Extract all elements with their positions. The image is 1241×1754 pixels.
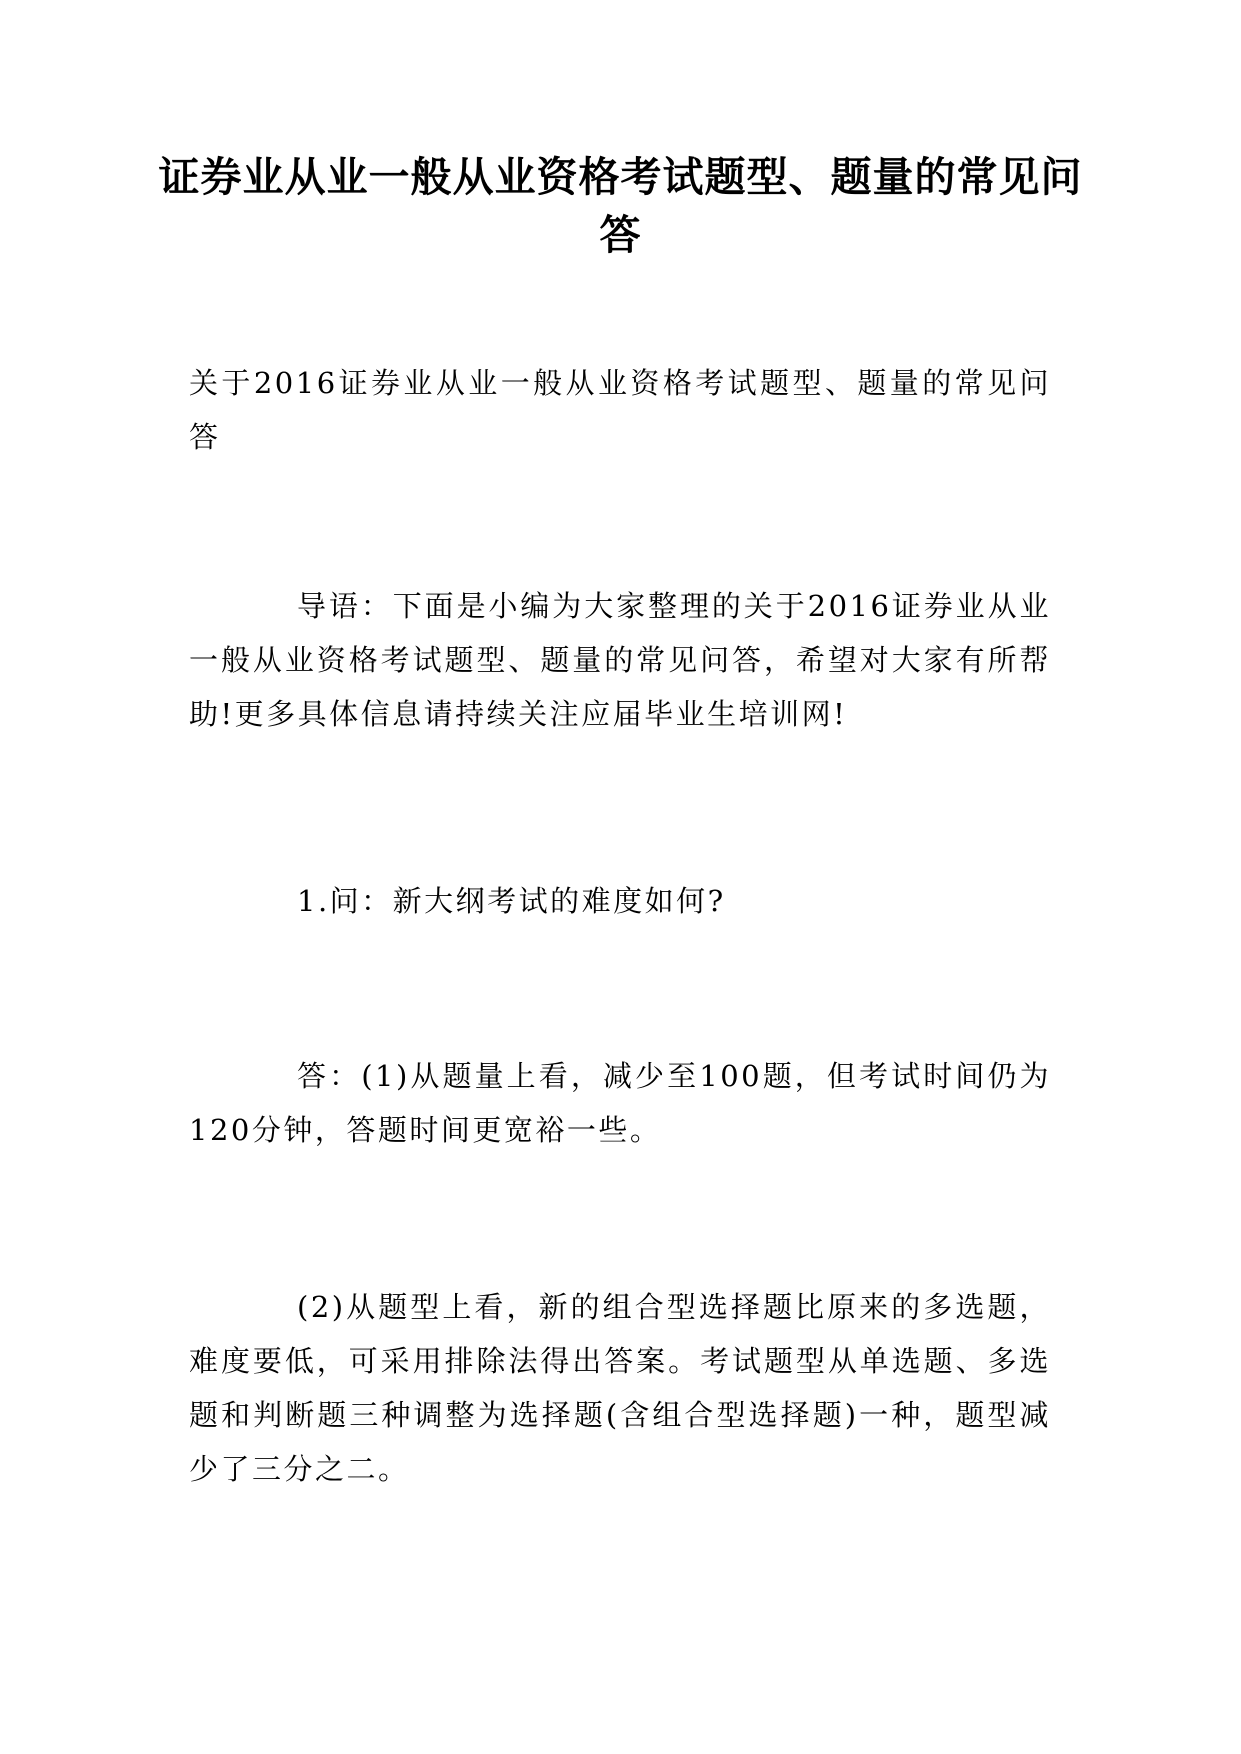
answer-2-paragraph: (2)从题型上看，新的组合型选择题比原来的多选题，难度要低，可采用排除法得出答案。考试题型从单选题、多选题和判断题三种调整为选择题(含组合型选择题)一种，题型减少了三分之二。 <box>189 1290 1051 1486</box>
subtitle-paragraph: 关于2016证券业从业一般从业资格考试题型、题量的常见问答 <box>189 366 1051 454</box>
document-title: 证券业从业一般从业资格考试题型、题量的常见问答 <box>158 153 1083 259</box>
intro-paragraph: 导语：下面是小编为大家整理的关于2016证券业从业一般从业资格考试题型、题量的常见问答，希望对大家有所帮助!更多具体信息请持续关注应届毕业生培训网! <box>189 589 1051 731</box>
question-1-paragraph: 1.问：新大纲考试的难度如何? <box>297 884 726 918</box>
answer-1-paragraph: 答：(1)从题量上看，减少至100题，但考试时间仍为120分钟，答题时间更宽裕一些。 <box>189 1059 1051 1147</box>
